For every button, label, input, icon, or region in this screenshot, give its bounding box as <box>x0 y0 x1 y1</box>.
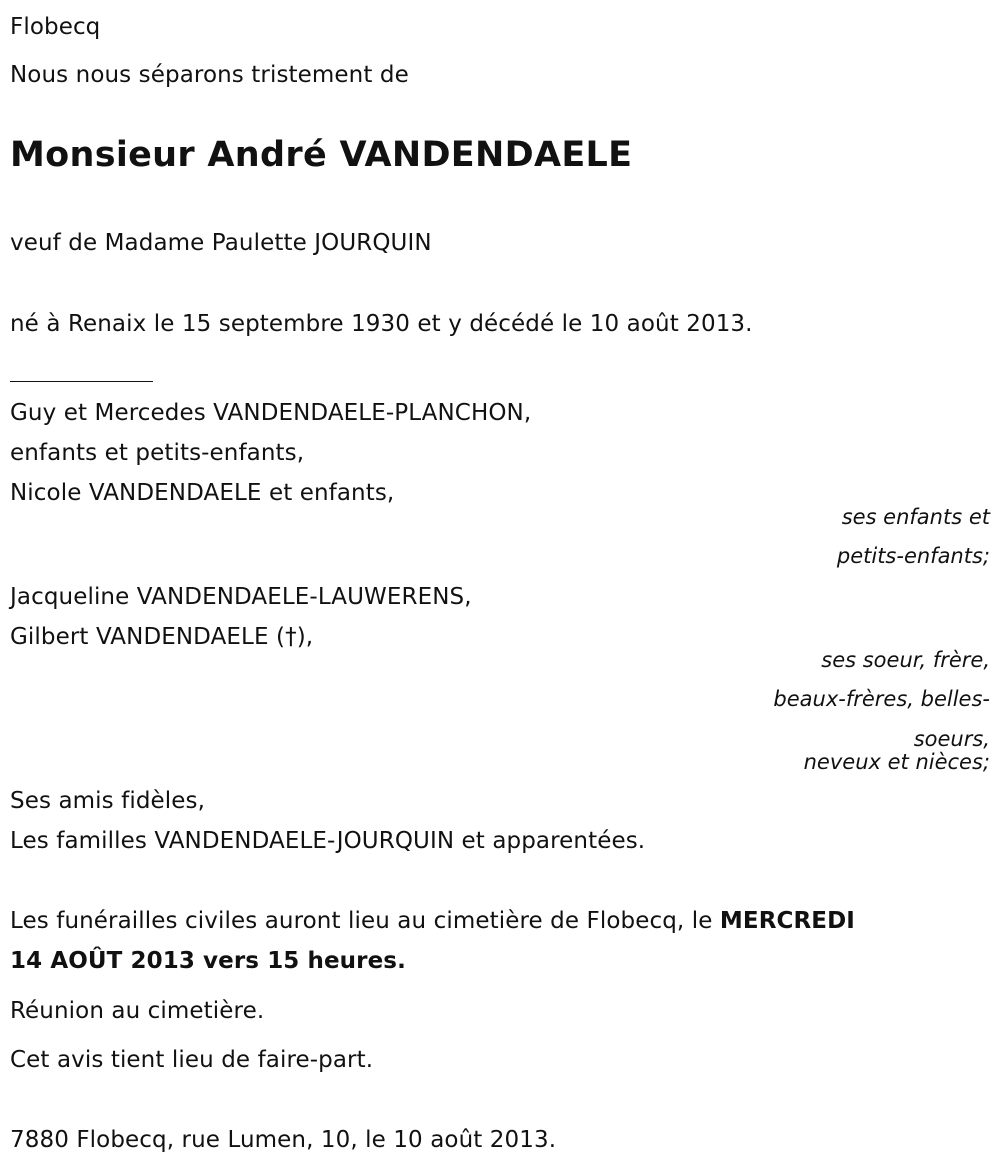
relation-label: ses soeur, frère, <box>821 648 990 672</box>
family-name-line: Jacqueline VANDENDAELE-LAUWERENS, <box>10 584 472 610</box>
relation-label: neveux et nièces; <box>803 750 990 774</box>
family-name-line: Les familles VANDENDAELE-JOURQUIN et apparentées. <box>10 828 646 854</box>
relation-label: beaux-frères, belles- <box>773 687 990 711</box>
notice-line: Cet avis tient lieu de faire-part. <box>10 1047 374 1073</box>
relation-label: petits-enfants; <box>836 544 990 568</box>
funeral-day: MERCREDI <box>719 908 855 934</box>
location-heading: Flobecq <box>10 14 101 40</box>
deceased-name: Monsieur André VANDENDAELE <box>10 135 633 175</box>
spouse-line: veuf de Madame Paulette JOURQUIN <box>10 230 432 256</box>
family-name-line: enfants et petits-enfants, <box>10 440 305 466</box>
address-line: 7880 Flobecq, rue Lumen, 10, le 10 août 2013. <box>10 1127 557 1153</box>
intro-text: Nous nous séparons tristement de <box>10 62 409 88</box>
relation-label: soeurs, <box>913 727 990 751</box>
funeral-details <box>10 906 855 936</box>
family-name-line: Gilbert VANDENDAELE (†), <box>10 624 314 650</box>
funeral-datetime: 14 AOÛT 2013 vers 15 heures. <box>10 948 406 974</box>
family-name-line: Guy et Mercedes VANDENDAELE-PLANCHON, <box>10 400 532 426</box>
birth-death-line: né à Renaix le 15 septembre 1930 et y décédé le 10 août 2013. <box>10 311 753 337</box>
family-name-line: Nicole VANDENDAELE et enfants, <box>10 480 395 506</box>
funeral-datetime-line <box>10 946 406 976</box>
funeral-text: Les funérailles civiles auront lieu au cimetière de Flobecq, le <box>10 908 720 934</box>
family-name-line: Ses amis fidèles, <box>10 788 205 814</box>
separator-line <box>10 381 153 382</box>
meeting-line: Réunion au cimetière. <box>10 998 265 1024</box>
relation-label: ses enfants et <box>841 505 990 529</box>
